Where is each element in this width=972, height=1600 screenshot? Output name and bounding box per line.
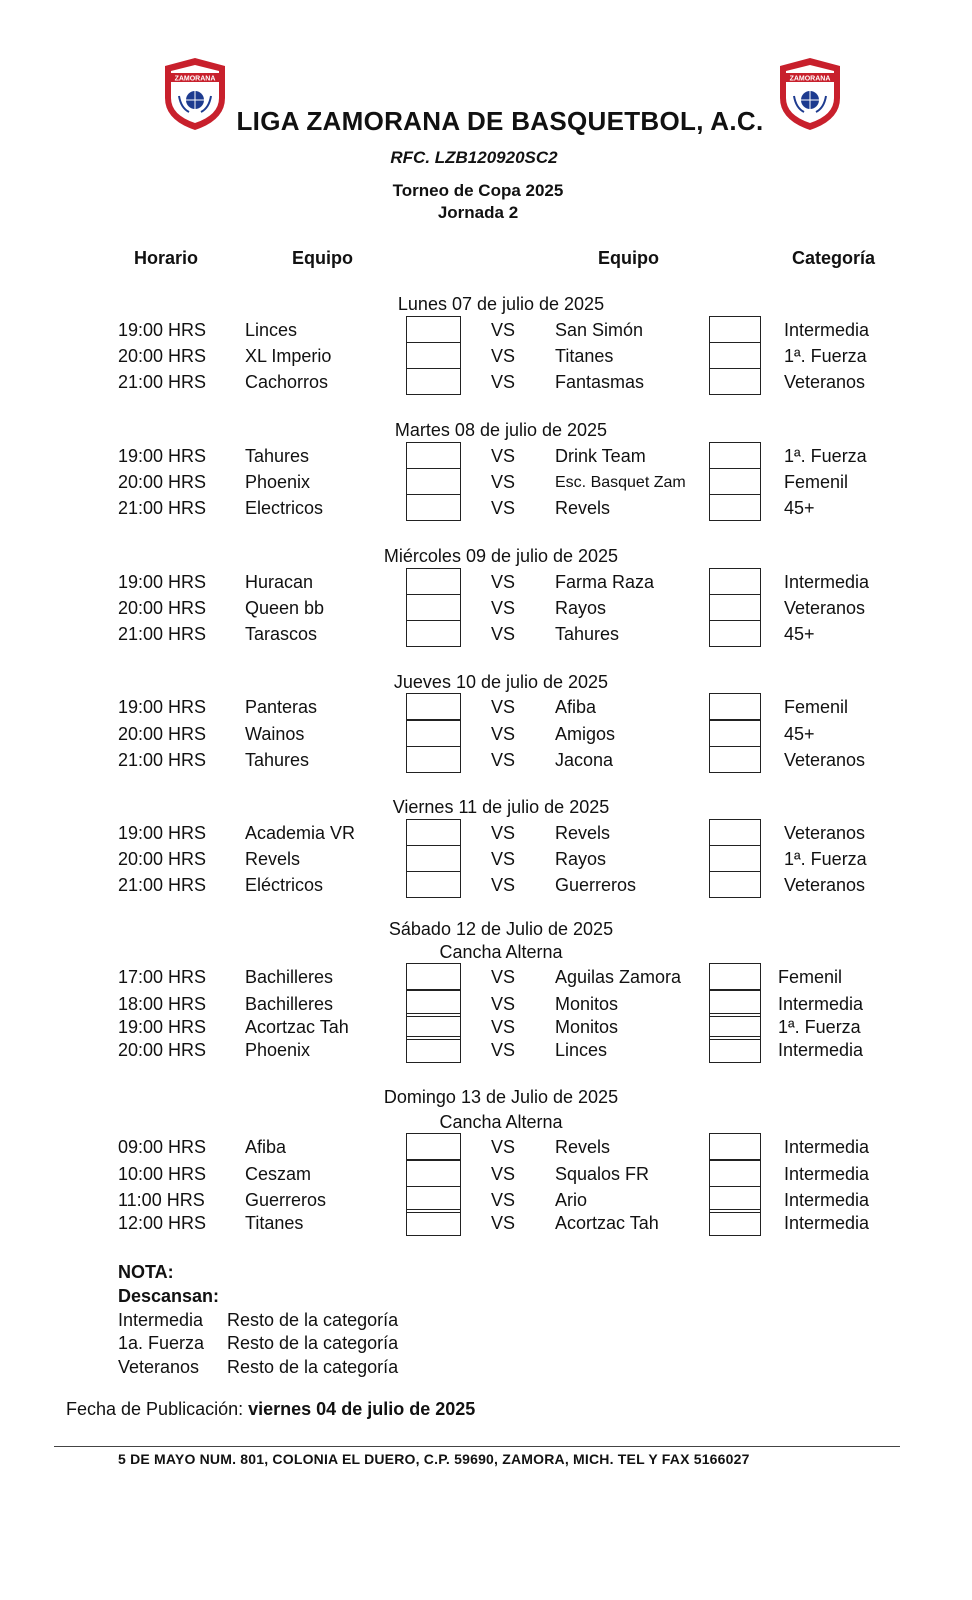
home-team: Academia VR bbox=[245, 823, 356, 843]
vs-label: VS bbox=[491, 624, 516, 644]
game-time: 20:00 HRS bbox=[118, 346, 207, 366]
footer-address: 5 DE MAYO NUM. 801, COLONIA EL DUERO, C.P. 59690, ZAMORA, MICH. TEL Y FAX 5166027 bbox=[118, 1451, 750, 1467]
home-team: Cachorros bbox=[245, 372, 329, 392]
game-category: Intermedia bbox=[784, 1190, 870, 1210]
game-category: 1ª. Fuerza bbox=[784, 346, 867, 366]
game-time: 21:00 HRS bbox=[118, 372, 207, 392]
rfc-code: RFC. LZB120920SC2 bbox=[390, 148, 558, 167]
home-score-box[interactable] bbox=[406, 845, 461, 872]
home-team: Afiba bbox=[245, 1137, 287, 1157]
game-time: 20:00 HRS bbox=[118, 598, 207, 618]
home-team: XL Imperio bbox=[245, 346, 332, 366]
away-team: Revels bbox=[555, 1137, 611, 1157]
day-title: Sábado 12 de Julio de 2025 bbox=[388, 919, 614, 939]
home-score-box[interactable] bbox=[406, 316, 461, 343]
game-category: Femenil bbox=[784, 472, 849, 492]
home-team: Wainos bbox=[245, 724, 305, 744]
game-category: Veteranos bbox=[784, 823, 866, 843]
home-team: Guerreros bbox=[245, 1190, 327, 1210]
away-team: Ario bbox=[555, 1190, 588, 1210]
away-team: Revels bbox=[555, 823, 611, 843]
home-score-box[interactable] bbox=[406, 871, 461, 898]
away-score-box[interactable] bbox=[709, 819, 761, 846]
game-category: 1ª. Fuerza bbox=[778, 1017, 861, 1037]
game-time: 11:00 HRS bbox=[118, 1190, 205, 1210]
tournament-heading bbox=[0, 180, 956, 224]
away-team: Rayos bbox=[555, 598, 607, 618]
vs-label: VS bbox=[491, 346, 516, 366]
vs-label: VS bbox=[491, 967, 516, 987]
vs-label: VS bbox=[491, 1017, 516, 1037]
game-time: 09:00 HRS bbox=[118, 1137, 207, 1157]
game-time: 21:00 HRS bbox=[118, 750, 207, 770]
note-title: NOTA: bbox=[118, 1262, 174, 1282]
game-category: Intermedia bbox=[784, 1213, 870, 1233]
column-header-team2: Equipo bbox=[598, 248, 659, 268]
rest-text: Resto de la categoría bbox=[227, 1357, 399, 1377]
home-score-box[interactable] bbox=[406, 1133, 461, 1160]
game-category: Intermedia bbox=[784, 1164, 870, 1184]
home-score-box[interactable] bbox=[406, 494, 461, 521]
away-team: Guerreros bbox=[555, 875, 637, 895]
logo-text: ZAMORANA bbox=[789, 75, 831, 83]
day-title: Lunes 07 de julio de 2025 bbox=[397, 294, 605, 314]
home-team: Electricos bbox=[245, 498, 324, 518]
away-team: Titanes bbox=[555, 346, 614, 366]
home-team: Phoenix bbox=[245, 1040, 311, 1060]
home-score-box[interactable] bbox=[406, 1209, 461, 1236]
game-category: 45+ bbox=[784, 498, 815, 518]
game-time: 19:00 HRS bbox=[118, 1017, 207, 1037]
publication-date: viernes 04 de julio de 2025 bbox=[248, 1399, 476, 1419]
vs-label: VS bbox=[491, 598, 516, 618]
away-team: Jacona bbox=[555, 750, 614, 770]
home-team: Huracan bbox=[245, 572, 314, 592]
home-score-box[interactable] bbox=[406, 1160, 461, 1187]
away-score-box[interactable] bbox=[709, 494, 761, 521]
game-category: 1ª. Fuerza bbox=[784, 849, 867, 869]
home-score-box[interactable] bbox=[406, 1036, 461, 1063]
column-header-time: Horario bbox=[134, 248, 199, 268]
home-score-box[interactable] bbox=[406, 594, 461, 621]
league-title: LIGA ZAMORANA DE BASQUETBOL, A.C. bbox=[236, 106, 764, 136]
rest-category: 1a. Fuerza bbox=[118, 1333, 205, 1353]
vs-label: VS bbox=[491, 1190, 516, 1210]
day-title: Miércoles 09 de julio de 2025 bbox=[383, 546, 619, 566]
vs-label: VS bbox=[491, 697, 516, 717]
home-team: Eléctricos bbox=[245, 875, 324, 895]
game-time: 21:00 HRS bbox=[118, 875, 207, 895]
home-team: Tahures bbox=[245, 750, 310, 770]
game-category: Veteranos bbox=[784, 372, 866, 392]
day-title: Jueves 10 de julio de 2025 bbox=[393, 672, 609, 692]
away-team: Fantasmas bbox=[555, 372, 645, 392]
away-team: Amigos bbox=[555, 724, 616, 744]
vs-label: VS bbox=[491, 320, 516, 340]
game-time: 19:00 HRS bbox=[118, 697, 207, 717]
away-team: Acortzac Tah bbox=[555, 1213, 659, 1233]
home-score-box[interactable] bbox=[406, 342, 461, 369]
away-score-box[interactable] bbox=[709, 963, 761, 990]
game-category: Intermedia bbox=[784, 1137, 870, 1157]
away-team: Esc. Basquet Zam bbox=[555, 474, 686, 491]
away-team: Afiba bbox=[555, 697, 597, 717]
home-team: Phoenix bbox=[245, 472, 311, 492]
vs-label: VS bbox=[491, 823, 516, 843]
game-time: 20:00 HRS bbox=[118, 1040, 207, 1060]
home-team: Revels bbox=[245, 849, 301, 869]
home-team: Titanes bbox=[245, 1213, 304, 1233]
home-score-box[interactable] bbox=[406, 568, 461, 595]
publication-label: Fecha de Publicación: bbox=[66, 1399, 244, 1419]
game-category: 45+ bbox=[784, 724, 815, 744]
away-team: Revels bbox=[555, 498, 611, 518]
court-note: Cancha Alterna bbox=[439, 942, 563, 962]
court-note: Cancha Alterna bbox=[439, 1112, 563, 1132]
home-score-box[interactable] bbox=[406, 720, 461, 747]
day-title: Domingo 13 de Julio de 2025 bbox=[383, 1087, 619, 1107]
game-category: Veteranos bbox=[784, 598, 866, 618]
vs-label: VS bbox=[491, 750, 516, 770]
away-score-box[interactable] bbox=[709, 442, 761, 469]
away-team: Squalos FR bbox=[555, 1164, 650, 1184]
away-score-box[interactable] bbox=[709, 620, 761, 647]
game-category: Veteranos bbox=[784, 750, 866, 770]
game-time: 20:00 HRS bbox=[118, 849, 207, 869]
home-team: Acortzac Tah bbox=[245, 1017, 349, 1037]
away-score-box[interactable] bbox=[709, 368, 761, 395]
game-time: 18:00 HRS bbox=[118, 994, 207, 1014]
column-header-category: Categoría bbox=[792, 248, 876, 268]
away-score-box[interactable] bbox=[709, 342, 761, 369]
game-category: Intermedia bbox=[784, 572, 870, 592]
game-time: 20:00 HRS bbox=[118, 724, 207, 744]
away-team: San Simón bbox=[555, 320, 644, 340]
home-team: Queen bb bbox=[245, 598, 325, 618]
home-score-box[interactable] bbox=[406, 368, 461, 395]
game-category: Intermedia bbox=[778, 1040, 864, 1060]
away-score-box[interactable] bbox=[709, 1036, 761, 1063]
away-score-box[interactable] bbox=[709, 845, 761, 872]
logo-text: ZAMORANA bbox=[174, 75, 216, 83]
home-score-box[interactable] bbox=[406, 620, 461, 647]
vs-label: VS bbox=[491, 472, 516, 492]
home-team: Tarascos bbox=[245, 624, 318, 644]
vs-label: VS bbox=[491, 875, 516, 895]
tournament-name: Torneo de Copa 2025 bbox=[392, 181, 564, 200]
away-score-box[interactable] bbox=[709, 1133, 761, 1160]
away-team: Monitos bbox=[555, 994, 619, 1014]
away-team: Farma Raza bbox=[555, 572, 655, 592]
game-category: Veteranos bbox=[784, 875, 866, 895]
round-name: Jornada 2 bbox=[437, 203, 519, 222]
away-team: Drink Team bbox=[555, 446, 646, 466]
home-score-box[interactable] bbox=[406, 819, 461, 846]
away-score-box[interactable] bbox=[709, 693, 761, 720]
game-category: 1ª. Fuerza bbox=[784, 446, 867, 466]
vs-label: VS bbox=[491, 1213, 516, 1233]
away-team: Tahures bbox=[555, 624, 620, 644]
game-category: Intermedia bbox=[778, 994, 864, 1014]
vs-label: VS bbox=[491, 498, 516, 518]
home-score-box[interactable] bbox=[406, 963, 461, 990]
rest-text: Resto de la categoría bbox=[227, 1310, 399, 1330]
home-team: Linces bbox=[245, 320, 298, 340]
away-score-box[interactable] bbox=[709, 594, 761, 621]
away-team: Aguilas Zamora bbox=[555, 967, 682, 987]
rest-text: Resto de la categoría bbox=[227, 1333, 399, 1353]
home-team: Bachilleres bbox=[245, 994, 334, 1014]
publication-line bbox=[66, 1399, 475, 1420]
away-score-box[interactable] bbox=[709, 871, 761, 898]
away-score-box[interactable] bbox=[709, 1160, 761, 1187]
footer-divider bbox=[54, 1446, 900, 1447]
vs-label: VS bbox=[491, 1137, 516, 1157]
game-time: 10:00 HRS bbox=[118, 1164, 207, 1184]
game-time: 21:00 HRS bbox=[118, 498, 207, 518]
away-score-box[interactable] bbox=[709, 720, 761, 747]
game-time: 19:00 HRS bbox=[118, 446, 207, 466]
home-team: Tahures bbox=[245, 446, 310, 466]
rest-category: Veteranos bbox=[118, 1357, 200, 1377]
home-score-box[interactable] bbox=[406, 746, 461, 773]
vs-label: VS bbox=[491, 1164, 516, 1184]
away-team: Monitos bbox=[555, 1017, 619, 1037]
vs-label: VS bbox=[491, 849, 516, 869]
away-score-box[interactable] bbox=[709, 1209, 761, 1236]
game-time: 12:00 HRS bbox=[118, 1213, 207, 1233]
vs-label: VS bbox=[491, 572, 516, 592]
game-time: 19:00 HRS bbox=[118, 320, 207, 340]
game-time: 17:00 HRS bbox=[118, 967, 207, 987]
home-team: Panteras bbox=[245, 697, 318, 717]
away-score-box[interactable] bbox=[709, 746, 761, 773]
away-score-box[interactable] bbox=[709, 468, 761, 495]
away-score-box[interactable] bbox=[709, 568, 761, 595]
home-team: Bachilleres bbox=[245, 967, 334, 987]
away-team: Linces bbox=[555, 1040, 608, 1060]
vs-label: VS bbox=[491, 724, 516, 744]
away-team: Rayos bbox=[555, 849, 607, 869]
game-category: Intermedia bbox=[784, 320, 870, 340]
game-time: 19:00 HRS bbox=[118, 572, 207, 592]
home-score-box[interactable] bbox=[406, 693, 461, 720]
vs-label: VS bbox=[491, 994, 516, 1014]
column-header-team1: Equipo bbox=[292, 248, 353, 268]
vs-label: VS bbox=[491, 372, 516, 392]
game-time: 19:00 HRS bbox=[118, 823, 207, 843]
rest-category: Intermedia bbox=[118, 1310, 204, 1330]
rest-title: Descansan: bbox=[118, 1286, 220, 1306]
day-title: Viernes 11 de julio de 2025 bbox=[392, 797, 610, 817]
game-category: Femenil bbox=[784, 697, 849, 717]
game-time: 20:00 HRS bbox=[118, 472, 207, 492]
vs-label: VS bbox=[491, 1040, 516, 1060]
home-score-box[interactable] bbox=[406, 442, 461, 469]
home-team: Ceszam bbox=[245, 1164, 312, 1184]
vs-label: VS bbox=[491, 446, 516, 466]
game-category: Femenil bbox=[778, 967, 843, 987]
game-category: 45+ bbox=[784, 624, 815, 644]
game-time: 21:00 HRS bbox=[118, 624, 207, 644]
day-title: Martes 08 de julio de 2025 bbox=[394, 420, 608, 440]
home-score-box[interactable] bbox=[406, 468, 461, 495]
away-score-box[interactable] bbox=[709, 316, 761, 343]
